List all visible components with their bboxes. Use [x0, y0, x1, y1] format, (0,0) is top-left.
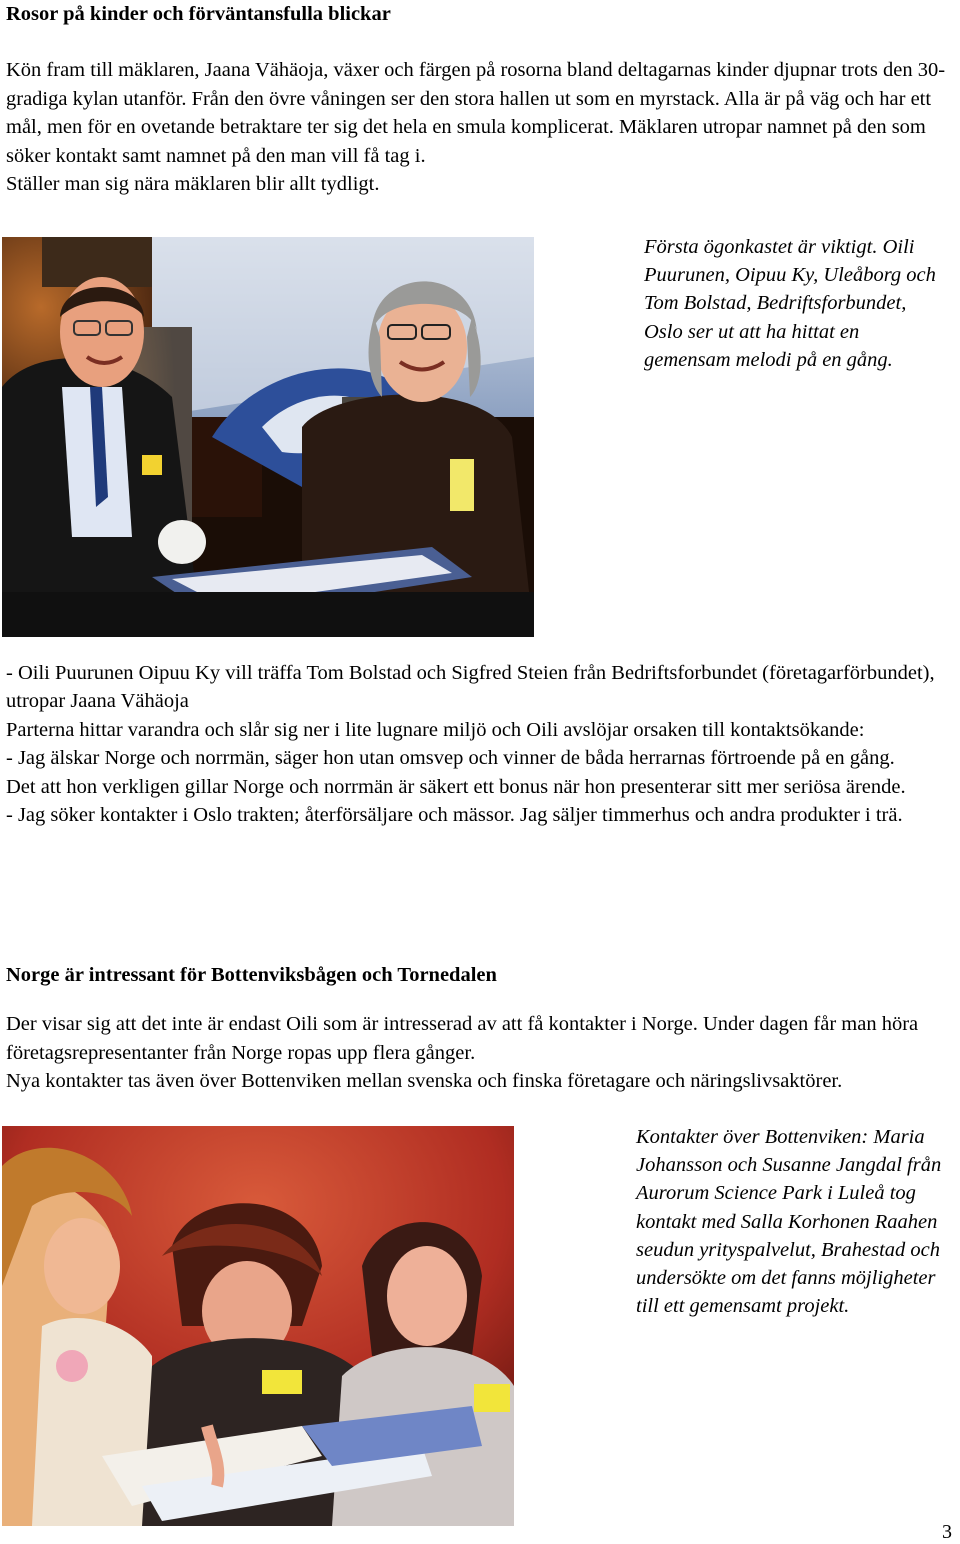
section-2-paragraph-5: - Jag söker kontakter i Oslo trakten; återförsäljare och mässor. Jag säljer timmerhus och andra produkter i trä. [6, 804, 903, 827]
section-2 [6, 659, 956, 829]
section-2-paragraph-3: - Jag älskar Norge och norrmän, säger hon utan omsvep och vinner de båda herrarnas förtroende på en gång. [6, 747, 895, 770]
section-2-paragraph-1: - Oili Puurunen Oipuu Ky vill träffa Tom Bolstad och Sigfred Steien från Bedriftsforbundet (företagarförbundet), utropar Jaana Vähäoja [6, 662, 935, 713]
section-3 [6, 961, 956, 1096]
section-1-paragraph-1: Kön fram till mäklaren, Jaana Vähäoja, växer och färgen på rosorna bland deltagarnas kinder djupnar trots den 30-gradiga kylan utanför. Från den övre våningen ser den stora hallen ut som en myrstack. Alla är på väg och har ett mål, men för en ovetande betraktare ter sig det hela en smula komplicerat. Mäklaren utropar namnet på den som söker kontakt samt namnet på den man vill få tag i. [6, 59, 946, 167]
photo-2-caption: Kontakter över Bottenviken: Maria Johansson och Susanne Jangdal från Aurorum Science Park i Luleå tog kontakt med Salla Korhonen Raahen seudun yrityspalvelut, Brahestad och undersökte om det fanns möjligheter till ett gemensamt projekt. [636, 1126, 942, 1318]
photo-meeting-two-people [2, 237, 534, 637]
section-2-paragraph-2: Parterna hittar varandra och slår sig ner i lite lugnare miljö och Oili avslöjar orsaken till kontaktsökande: [6, 718, 865, 741]
section-3-heading: Norge är intressant för Bottenviksbågen och Tornedalen [6, 964, 497, 986]
photo-three-women [2, 1126, 514, 1526]
section-3-paragraph-1: Der visar sig att det inte är endast Oili som är intresserad av att få kontakter i Norge. Under dagen får man höra företagsrepresentanter från Norge ropas upp flera gånger. [6, 1013, 919, 1064]
page-number: 3 [942, 1521, 952, 1543]
section-1 [6, 0, 956, 198]
section-3-paragraph-2: Nya kontakter tas även över Bottenviken mellan svenska och finska företagare och näringslivsaktörer. [6, 1070, 843, 1093]
section-1-paragraph-2: Ställer man sig nära mäklaren blir allt tydligt. [6, 173, 380, 196]
section-1-heading: Rosor på kinder och förväntansfulla blickar [6, 3, 391, 25]
photo-1-caption: Första ögonkastet är viktigt. Oili Puurunen, Oipuu Ky, Uleåborg och Tom Bolstad, Bedriftsforbundet, Oslo ser ut att ha hittat en gemensam melodi på en gång. [644, 236, 936, 371]
section-2-paragraph-4: Det att hon verkligen gillar Norge och norrmän är säkert ett bonus när hon presenterar sitt mer seriösa ärende. [6, 775, 906, 798]
